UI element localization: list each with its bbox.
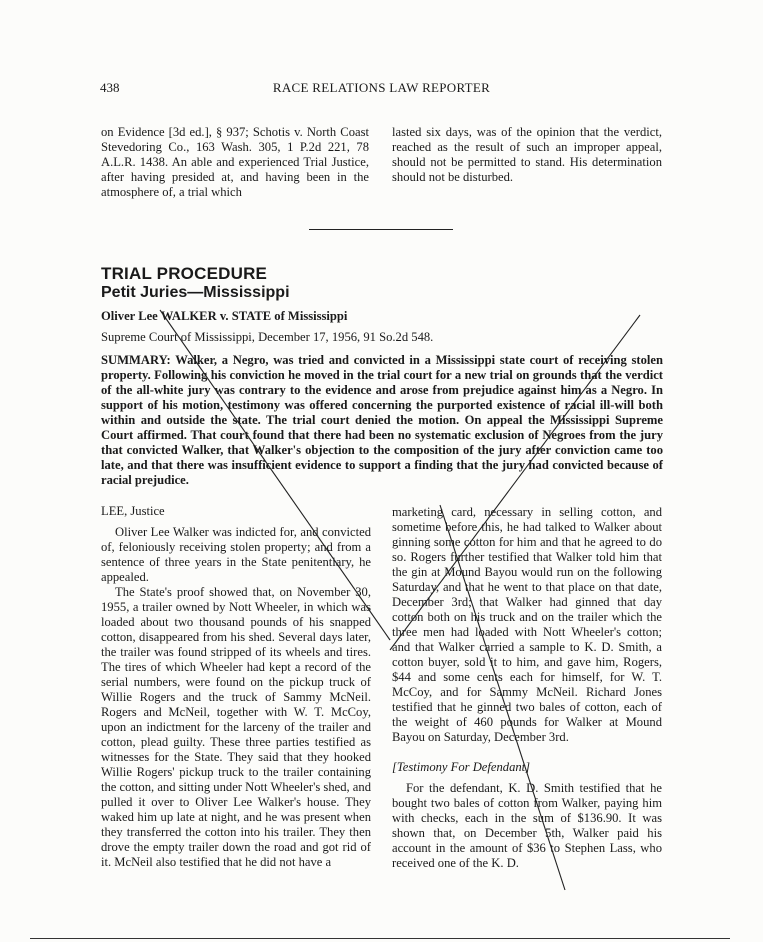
strike-line <box>440 505 565 890</box>
strike-line <box>160 310 390 640</box>
opinion-paragraph: marketing card, necessary in selling cotton, and sometime before this, he had talked to Walker about ginning some cotton for him and that he agreed to do so. Rogers further testified that Walker told him that the gin at Mound Bayou would run on the following Saturday, and that he went to that place on that date, December 3rd; that Walker had ginned that day cotton both on his truck and on the trailer which the three men had loaded with Nott Wheeler's cotton; and that Walker carried a sample to K. D. Smith, a cotton buyer, sold it to him, and gave him, Rogers, $44 and some cents each for himself, for W. T. McCoy, and for Sammy McNeil. Richard Jones testified that he ginned two bales of cotton, each of the weight of 460 pounds for Walker at Mound Bayou on Saturday, December 3rd. <box>392 505 662 744</box>
running-title: RACE RELATIONS LAW REPORTER <box>272 80 491 95</box>
opinion-paragraph: The State's proof showed that, on November 30, 1955, a trailer owned by Nott Wheeler, in which was loaded about two thousand pounds of his snapped cotton, disappeared from his shed. Several days later, the trailer was found stripped of its wheels and tires. The tires of which Wheeler had kept a record of the serial numbers, were found on the pickup truck of Willie Rogers and the truck of Sammy McNeil. Rogers and McNeil, together with W. T. McCoy, upon an indictment for the larceny of the trailer and cotton, plead guilty. These three parties testified as witnesses for the State. They said that they hooked Willie Rogers' pickup truck to the trailer containing the cotton, and sitting under Nott Wheeler's shed, and pulled it over to Oliver Lee Walker's house. They waked him up late at night, and he was present when they transferred the cotton into his trailer. They then drove the empty trailer down the road and got rid of it. McNeil also testified that he did not have a <box>101 585 371 869</box>
summary-text: Walker, a Negro, was tried and convicted in a Mississippi state court of receiving stolen property. Following his conviction he moved in the trial court for a new trial on grounds that the verdict of the all-white jury was contrary to the evidence and arose from prejudice against him as a Negro. In support of his motion, testimony was offered concerning the purported existence of racial ill-will both within and outside the state. The trial court denied the motion. On appeal the Mississippi Supreme Court affirmed. That court found that there had been no systematic exclusion of Negroes from the jury that convicted Walker, that Walker's objection to the composition of the jury after conviction came too late, and that there was insufficient evidence to support a finding that the jury had convicted because of racial prejudice. <box>101 353 663 487</box>
case-title: Oliver Lee WALKER v. STATE of Mississippi <box>101 309 348 323</box>
summary-label: SUMMARY: <box>101 353 171 367</box>
top-left-text: on Evidence [3d ed.], § 937; Schotis v. North Coast Stevedoring Co., 163 Wash. 305, 1 P.2d 221, 78 A.L.R. 1438. An able and experienced Trial Justice, after having presided at, and having been in the atmosphere of, a trial which <box>101 125 369 199</box>
opinion-paragraph: Oliver Lee Walker was indicted for, and convicted of, feloniously receiving stolen property; and from a sentence of three years in the State penitentiary, he appealed. <box>101 525 371 584</box>
testimony-heading: [Testimony For Defendant] <box>392 760 531 774</box>
page-number: 438 <box>100 80 120 95</box>
strike-line <box>390 315 640 650</box>
section-heading: TRIAL PROCEDURE <box>101 264 268 283</box>
top-right-text: lasted six days, was of the opinion that the verdict, reached as the result of such an improper appeal, should not be permitted to stand. His determination should not be disturbed. <box>392 125 662 184</box>
justice-name: LEE, Justice <box>101 504 165 518</box>
bottom-rule <box>30 938 730 939</box>
court-citation: Supreme Court of Mississippi, December 17, 1956, 91 So.2d 548. <box>101 330 434 344</box>
section-subheading: Petit Juries—Mississippi <box>101 284 290 301</box>
opinion-paragraph: For the defendant, K. D. Smith testified that he bought two bales of cotton from Walker, paying him with checks, each in the sum of $136.90. It was shown that, on December 5th, Walker paid his account in the amount of $36 to Stephen Lass, who received one of the K. D. <box>392 781 662 870</box>
